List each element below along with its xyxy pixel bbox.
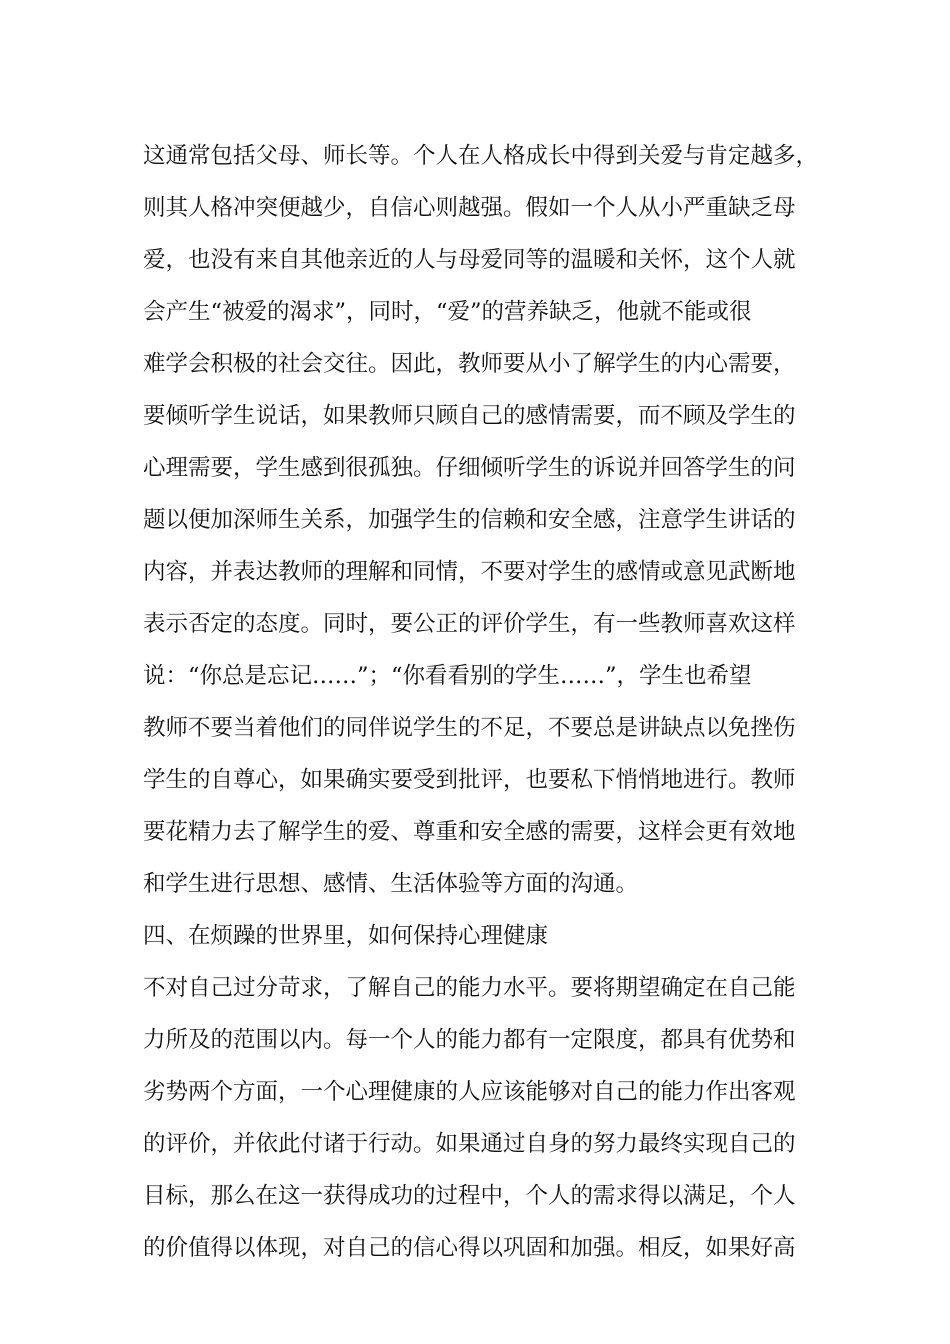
- text-line: 要倾听学生说话，如果教师只顾自己的感情需要，而不顾及学生的: [143, 403, 796, 429]
- text-line: 则其人格冲突便越少，自信心则越强。假如一个人从小严重缺乏母: [143, 195, 796, 221]
- text-line: 这通常包括父母、师长等。个人在人格成长中得到关爱与肯定越多，: [143, 143, 819, 169]
- text-line: 心理需要，学生感到很孤独。仔细倾听学生的诉说并回答学生的问: [143, 455, 796, 481]
- text-line: 要花精力去了解学生的爱、尊重和安全感的需要，这样会更有效地: [143, 819, 796, 845]
- text-line: 劣势两个方面，一个心理健康的人应该能够对自己的能力作出客观: [143, 1079, 796, 1105]
- text-line: 爱，也没有来自其他亲近的人与母爱同等的温暖和关怀，这个人就: [143, 247, 796, 273]
- text-line: 会产生“被爱的渴求”，同时，“爱”的营养缺乏，他就不能或很: [143, 299, 752, 325]
- text-line: 题以便加深师生关系，加强学生的信赖和安全感，注意学生讲话的: [143, 507, 796, 533]
- text-line: 说：“你总是忘记……”；“你看看别的学生……”，学生也希望: [143, 663, 752, 689]
- text-line: 教师不要当着他们的同伴说学生的不足，不要总是讲缺点以免挫伤: [143, 715, 796, 741]
- section-heading: 四、在烦躁的世界里，如何保持心理健康: [143, 923, 549, 949]
- text-line: 难学会积极的社会交往。因此，教师要从小了解学生的内心需要，: [143, 351, 796, 377]
- text-line: 和学生进行思想、感情、生活体验等方面的沟通。: [143, 871, 639, 897]
- text-line: 内容，并表达教师的理解和同情，不要对学生的感情或意见武断地: [143, 559, 796, 585]
- text-line: 学生的自尊心，如果确实要受到批评，也要私下悄悄地进行。教师: [143, 767, 796, 793]
- text-line: 不对自己过分苛求，了解自己的能力水平。要将期望确定在自己能: [143, 975, 796, 1001]
- text-line: 的价值得以体现，对自己的信心得以巩固和加强。相反，如果好高: [143, 1235, 796, 1261]
- text-line: 力所及的范围以内。每一个人的能力都有一定限度，都具有优势和: [143, 1027, 796, 1053]
- body-text: [143, 130, 819, 1274]
- text-line: 表示否定的态度。同时，要公正的评价学生，有一些教师喜欢这样: [143, 611, 796, 637]
- text-line: 的评价，并依此付诸于行动。如果通过自身的努力最终实现自己的: [143, 1131, 796, 1157]
- text-line: 目标，那么在这一获得成功的过程中，个人的需求得以满足，个人: [143, 1183, 796, 1209]
